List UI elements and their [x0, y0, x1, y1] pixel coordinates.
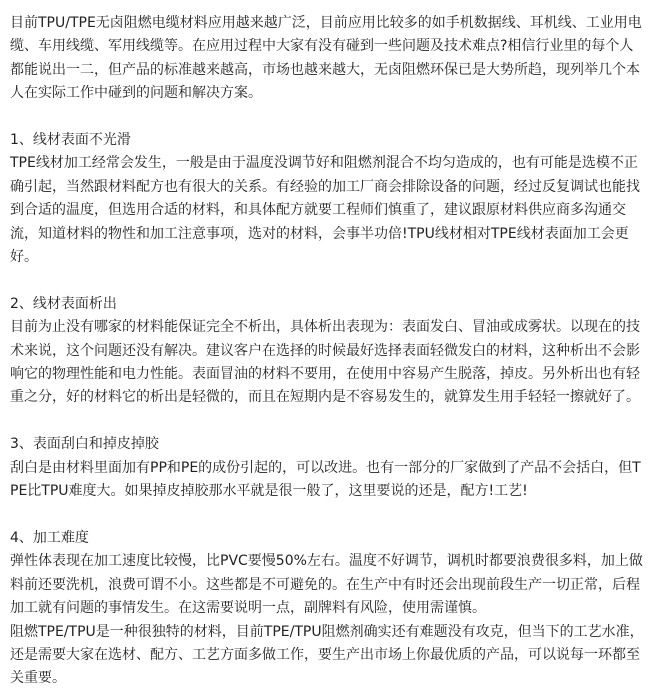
paragraph-gap — [10, 410, 647, 433]
section-heading: 4、加工难度 — [10, 529, 89, 546]
section-paragraph: 目前为止没有哪家的材料能保证完全不析出，具体析出表现为：表面发白、冒油或成雾状。以现在的技术来说，这个问题还没有解决。建议客户在选择的时候最好选择表面轻微发白的材料，这种析出不会影响它的物理性能和电力性能。表面冒油的材料不要用，在使用中容易产生脱落，掉皮。另外析出也有轻重之分，好的材料它的析出是轻微的，而且在短期内是不容易发生的，就算发生用手轻轻一擦就好了。 — [10, 319, 640, 406]
paragraph-gap — [10, 269, 647, 292]
section-heading: 2、线材表面析出 — [10, 295, 117, 312]
section-paragraph: 刮白是由材料里面加有PP和PE的成份引起的，可以改进。也有一部分的厂家做到了产品不会括白，但TPE比TPU难度大。如果掉皮掉胶那水平就是很一般了，这里要说的还是，配方!工艺! — [10, 459, 641, 500]
intro-paragraph: 目前TPU/TPE无卤阻燃电缆材料应用越来越广泛，目前应用比较多的如手机数据线、耳机线、工业用电缆、车用线缆、军用线缆等。在应用过程中大家有没有碰到一些问题及技术难点?相信行业里的每个人都能说出一二，但产品的标准越来越高，市场也越来越大，无卤阻燃环保已是大势所趋，现列举几个本人在实际工作中碰到的问题和解决方案。 — [10, 15, 642, 102]
section-heading: 1、线材表面不光滑 — [10, 132, 131, 149]
paragraph-gap — [10, 503, 647, 526]
section-paragraph: 弹性体表现在加工速度比较慢，比PVC要慢50%左右。温度不好调节，调机时都要浪费很多料，加上做料前还要洗机，浪费可谓不小。这些都是不可避免的。在生产中有时还会出现前段生产一切正常，后程加工就有问题的事情发生。在这需要说明一点，副牌料有风险，使用需谨慎。 — [10, 553, 643, 617]
section-paragraph: 阻燃TPE/TPU是一种很独特的材料，目前TPE/TPU阻燃剂确实还有难题没有攻克，但当下的工艺水准，还是需要大家在选材、配方、工艺方面多做工作，要生产出市场上你最优质的产品，可以说每一环都至关重要。 — [10, 623, 644, 687]
paragraph-gap — [10, 106, 647, 129]
section-paragraph: TPE线材加工经常会发生，一般是由于温度没调节好和阻燃剂混合不均匀造成的，也有可能是选模不正确引起，当然跟材料配方也有很大的关系。有经验的加工厂商会排除设备的问题，经过反复调试也能找到合适的温度，但选用合适的材料，和具体配方就要工程师们慎重了，建议跟原材料供应商多沟通交流，知道材料的物性和加工注意事项，选对的材料，会事半功倍!TPU线材相对TPE线材表面加工会更好。 — [10, 155, 640, 266]
section-heading: 3、表面刮白和掉皮掉胶 — [10, 436, 159, 453]
